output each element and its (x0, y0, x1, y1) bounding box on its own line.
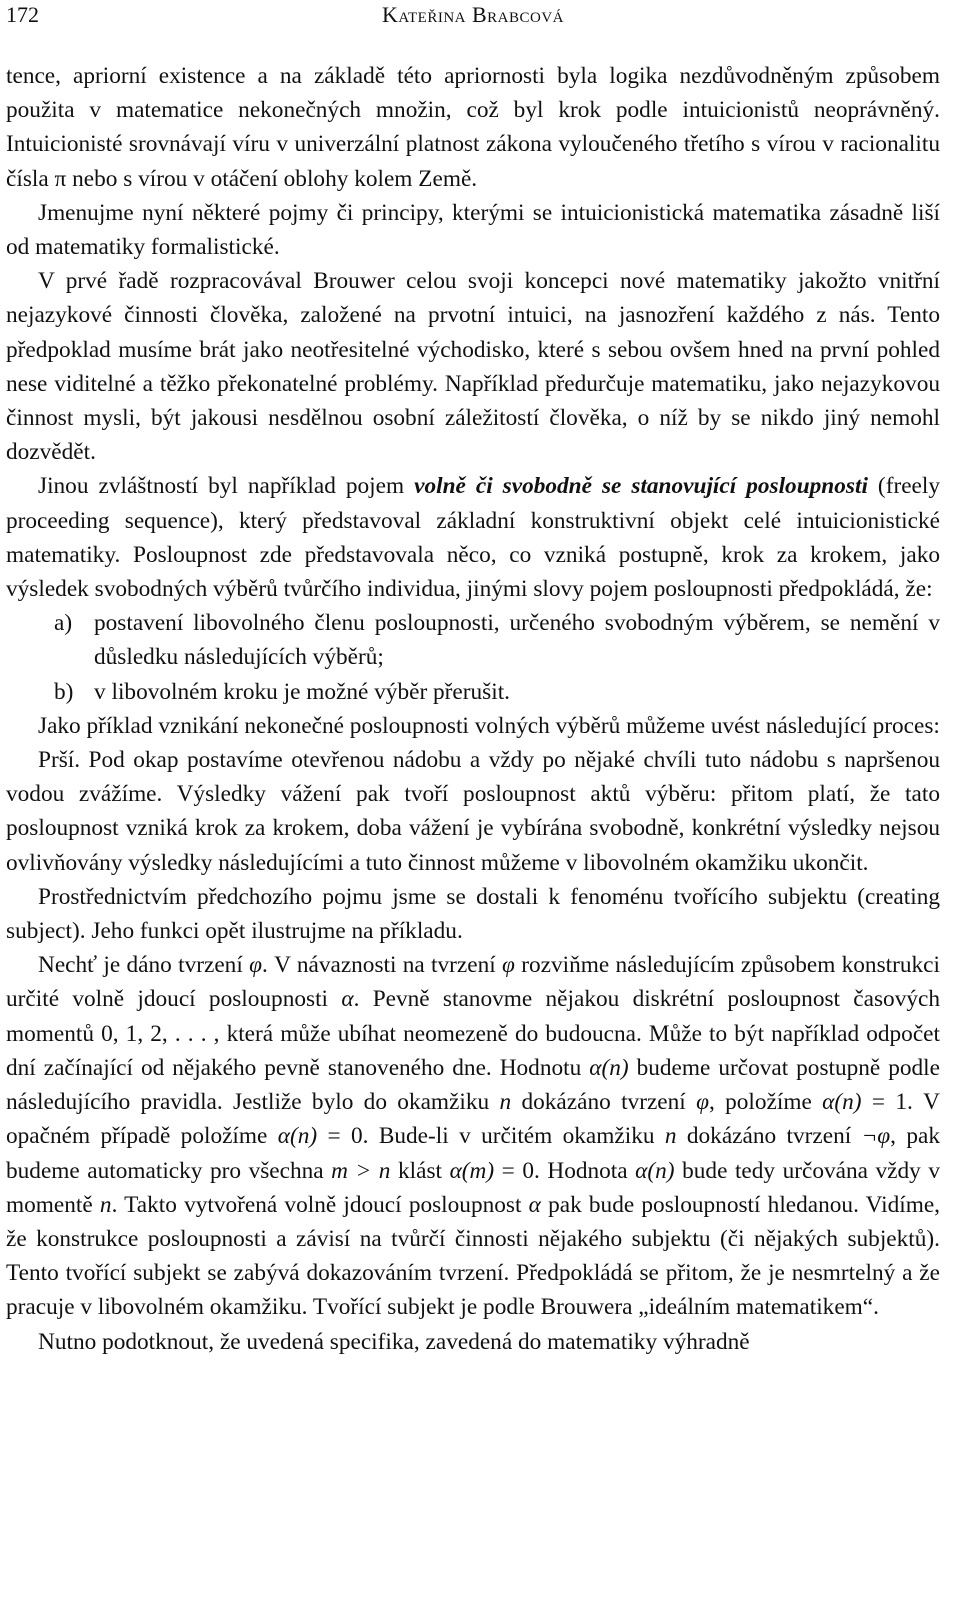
math-expression: α(n) (589, 1054, 629, 1081)
text-span: klást (390, 1157, 450, 1184)
text-span: budeme určovat postupně podle následujícího pravidla. Jestliže bylo do okamžiku (6, 1054, 940, 1116)
text-span: (freely proceeding sequence), který představoval základní konstruktivní objekt celé intuicionistické matematiky. Posloupnost zde představovala něco, co vzniká postupně, krok za krokem, jako výsledek svobodných výběrů tvůrčího individua, jinými slovy pojem posloupnosti předpokládá, že: (6, 473, 941, 603)
math-expression: α(m) (449, 1157, 495, 1184)
math-symbol: φ (249, 952, 262, 979)
math-symbol: φ (502, 952, 515, 979)
text-span: . V návaznosti na tvrzení (262, 952, 503, 979)
paragraph (6, 948, 940, 1324)
list-marker: b) (54, 678, 74, 705)
paragraph: Prší. Pod okap postavíme otevřenou nádobu a vždy po nějaké chvíli tuto nádobu s napršenou vodou zvážíme. Výsledky vážení pak tvoří posloupnost aktů výběru: přitom platí, že tato posloupnost vzniká krok za krokem, doba vážení je vybírána svobodně, konkrétní výsledky nejsou ovlivňovány výsledky následujícími a tuto činnost můžeme v libovolném okamžiku ukončit. (6, 747, 940, 876)
paragraph: Nutno podotknout, že uvedená specifika, zavedená do matematiky výhradně (38, 1328, 750, 1355)
text-span: . Takto vytvořená volně jdoucí posloupnost (111, 1191, 529, 1218)
math-symbol: α (528, 1191, 541, 1218)
text-span: pak bude posloupností hledanou. Vidíme, že konstrukce posloupnosti a závisí na tvůrčí činnosti nějakého subjektu (či nějakých subjektů). Tento tvořící subjekt se zabývá dokazováním tvrzení. Předpokládá se přitom, že je nesmrtelný a že pracuje v libovolném okamžiku. Tvořící subjekt je podle Brouwera „ideálním matematikem“. (6, 1191, 940, 1321)
math-expression: α(n) (822, 1089, 862, 1116)
paragraph (6, 469, 940, 606)
paragraph: tence, apriorní existence a na základě této apriornosti byla logika nezdůvodněným způsobem použita v matematice nekonečných množin, což byl krok podle intuicionistů neoprávněný. Intuicionisté srovnávají víru v univerzální platnost zákona vyloučeného třetího s vírou v racionalitu čísla π nebo s vírou v otáčení oblohy kolem Země. (6, 63, 940, 192)
page-number: 172 (6, 2, 39, 27)
page-header (6, 2, 940, 34)
math-expression: α(n) (277, 1123, 318, 1150)
paragraph: Jako příklad vznikání nekonečné posloupnosti volných výběrů můžeme uvést následující proces: (38, 712, 940, 739)
list-marker: a) (54, 610, 73, 637)
text-span: bude tedy určována vždy v momentě (6, 1157, 941, 1218)
text-span: Nechť je dáno tvrzení (38, 952, 250, 979)
paragraph: V prvé řadě rozpracovával Brouwer celou svoji koncepci nové matematiky jakožto vnitřní nejazykové činnosti člověka, založené na prvotní intuici, na jasnozření každého z nás. Tento předpoklad musíme brát jako neotřesitelné východisko, které s sebou ovšem hned na první pohled nese viditelné a těžko překonatelné problémy. Například předurčuje matematiku, jako nejazykovou činnost mysli, být jakousi nesdělnou osobní záležitostí člověka, o níž by se nikdo jiný nemohl dozvědět. (6, 268, 940, 466)
text-span: = 1. V opačném případě položíme (6, 1089, 940, 1150)
text-span: dokázáno tvrzení (511, 1089, 697, 1116)
math-expression: m > n (331, 1157, 391, 1184)
math-symbol: n (499, 1089, 512, 1116)
list-item-text: postavení libovolného členu posloupnosti, určeného svobodným výběrem, se nemění v důsledku následujících výběrů; (94, 610, 940, 671)
math-symbol: n (664, 1123, 677, 1150)
math-symbol: n (99, 1191, 112, 1218)
list-item (6, 606, 940, 674)
running-head: Kateřina Brabcová (381, 2, 565, 27)
text-span: , pak budeme automaticky pro všechna (6, 1123, 940, 1184)
math-symbol: α (341, 986, 354, 1013)
text-span: = 0. Bude-li v určitém okamžiku (317, 1123, 665, 1150)
paragraph: Prostřednictvím předchozího pojmu jsme se dostali k fenoménu tvořícího subjektu (creating subject). Jeho funkci opět ilustrujme na příkladu. (6, 883, 940, 945)
math-expression: α(n) (635, 1157, 675, 1184)
list-item (6, 675, 940, 709)
enumerated-list (6, 606, 940, 709)
key-term: volně či svobodně se stanovující posloupnosti (414, 473, 868, 500)
paragraph: Jmenujme nyní některé pojmy či principy, kterými se intuicionistická matematika zásadně liší od matematiky formalistické. (6, 199, 940, 261)
text-span: dokázáno tvrzení (676, 1123, 862, 1150)
text-span: , položíme (708, 1089, 823, 1116)
list-item-text: v libovolném kroku je možné výběr přerušit. (94, 678, 511, 705)
text-span: rozviňme následujícím způsobem konstrukci určité volně jdoucí posloupnosti (6, 952, 940, 1013)
math-symbol: φ (696, 1089, 709, 1116)
body-text (6, 59, 940, 1359)
math-expression: ¬φ (861, 1123, 891, 1150)
text-span: Jinou zvláštností byl například pojem (38, 473, 415, 500)
text-span: . Pevně stanovme nějakou diskrétní posloupnost časových momentů 0, 1, 2, . . . , která může ubíhat neomezeně do budoucna. Může to být například odpočet dní začínající od nějakého pevně stanoveného dne. Hodnotu (6, 986, 940, 1081)
text-span: = 0. Hodnota (494, 1157, 636, 1184)
